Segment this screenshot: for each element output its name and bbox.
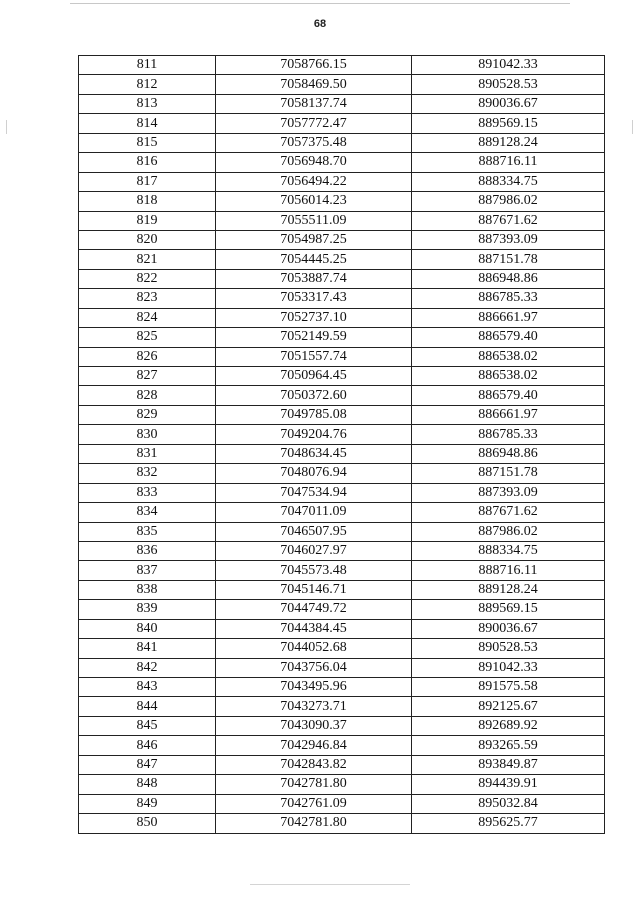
table-row xyxy=(79,716,605,735)
x-coordinate-cell: 7056014.23 xyxy=(216,192,412,211)
y-coordinate-cell: 892125.67 xyxy=(412,697,605,716)
y-coordinate-cell: 888716.11 xyxy=(412,561,605,580)
y-coordinate-cell: 887671.62 xyxy=(412,211,605,230)
point-number-cell: 827 xyxy=(79,367,216,386)
table-row xyxy=(79,328,605,347)
point-number-cell: 823 xyxy=(79,289,216,308)
x-coordinate-cell: 7046507.95 xyxy=(216,522,412,541)
point-number-cell: 820 xyxy=(79,230,216,249)
point-number-cell: 849 xyxy=(79,794,216,813)
x-coordinate-cell: 7049785.08 xyxy=(216,405,412,424)
table-row xyxy=(79,94,605,113)
y-coordinate-cell: 891042.33 xyxy=(412,56,605,75)
table-row xyxy=(79,736,605,755)
y-coordinate-cell: 891042.33 xyxy=(412,658,605,677)
x-coordinate-cell: 7056948.70 xyxy=(216,153,412,172)
table-row xyxy=(79,522,605,541)
table-row xyxy=(79,347,605,366)
point-number-cell: 845 xyxy=(79,716,216,735)
point-number-cell: 821 xyxy=(79,250,216,269)
y-coordinate-cell: 886785.33 xyxy=(412,289,605,308)
table-row xyxy=(79,541,605,560)
point-number-cell: 830 xyxy=(79,425,216,444)
y-coordinate-cell: 891575.58 xyxy=(412,678,605,697)
y-coordinate-cell: 894439.91 xyxy=(412,775,605,794)
table-row xyxy=(79,444,605,463)
point-number-cell: 839 xyxy=(79,600,216,619)
table-row xyxy=(79,250,605,269)
point-number-cell: 848 xyxy=(79,775,216,794)
table-row xyxy=(79,172,605,191)
y-coordinate-cell: 886579.40 xyxy=(412,328,605,347)
x-coordinate-cell: 7050964.45 xyxy=(216,367,412,386)
y-coordinate-cell: 887671.62 xyxy=(412,503,605,522)
x-coordinate-cell: 7050372.60 xyxy=(216,386,412,405)
point-number-cell: 822 xyxy=(79,269,216,288)
table-row xyxy=(79,639,605,658)
y-coordinate-cell: 888334.75 xyxy=(412,541,605,560)
point-number-cell: 835 xyxy=(79,522,216,541)
coordinates-table xyxy=(78,55,605,834)
table-row xyxy=(79,619,605,638)
table-row xyxy=(79,464,605,483)
x-coordinate-cell: 7045573.48 xyxy=(216,561,412,580)
point-number-cell: 844 xyxy=(79,697,216,716)
y-coordinate-cell: 890528.53 xyxy=(412,75,605,94)
x-coordinate-cell: 7042946.84 xyxy=(216,736,412,755)
x-coordinate-cell: 7044052.68 xyxy=(216,639,412,658)
y-coordinate-cell: 887986.02 xyxy=(412,522,605,541)
table-row xyxy=(79,755,605,774)
table-row xyxy=(79,483,605,502)
x-coordinate-cell: 7053317.43 xyxy=(216,289,412,308)
point-number-cell: 826 xyxy=(79,347,216,366)
point-number-cell: 843 xyxy=(79,678,216,697)
point-number-cell: 818 xyxy=(79,192,216,211)
x-coordinate-cell: 7042781.80 xyxy=(216,775,412,794)
table-row xyxy=(79,211,605,230)
table-row xyxy=(79,75,605,94)
table-row xyxy=(79,580,605,599)
x-coordinate-cell: 7051557.74 xyxy=(216,347,412,366)
point-number-cell: 832 xyxy=(79,464,216,483)
y-coordinate-cell: 892689.92 xyxy=(412,716,605,735)
x-coordinate-cell: 7048634.45 xyxy=(216,444,412,463)
y-coordinate-cell: 895625.77 xyxy=(412,814,605,833)
point-number-cell: 825 xyxy=(79,328,216,347)
x-coordinate-cell: 7043495.96 xyxy=(216,678,412,697)
y-coordinate-cell: 888334.75 xyxy=(412,172,605,191)
x-coordinate-cell: 7056494.22 xyxy=(216,172,412,191)
x-coordinate-cell: 7052149.59 xyxy=(216,328,412,347)
y-coordinate-cell: 886579.40 xyxy=(412,386,605,405)
point-number-cell: 816 xyxy=(79,153,216,172)
point-number-cell: 815 xyxy=(79,133,216,152)
y-coordinate-cell: 886538.02 xyxy=(412,367,605,386)
y-coordinate-cell: 888716.11 xyxy=(412,153,605,172)
x-coordinate-cell: 7058766.15 xyxy=(216,56,412,75)
x-coordinate-cell: 7042781.80 xyxy=(216,814,412,833)
point-number-cell: 841 xyxy=(79,639,216,658)
y-coordinate-cell: 887151.78 xyxy=(412,464,605,483)
x-coordinate-cell: 7054987.25 xyxy=(216,230,412,249)
y-coordinate-cell: 886661.97 xyxy=(412,308,605,327)
y-coordinate-cell: 889569.15 xyxy=(412,600,605,619)
table-row xyxy=(79,114,605,133)
point-number-cell: 828 xyxy=(79,386,216,405)
table-row xyxy=(79,308,605,327)
point-number-cell: 829 xyxy=(79,405,216,424)
point-number-cell: 813 xyxy=(79,94,216,113)
table-row xyxy=(79,794,605,813)
point-number-cell: 837 xyxy=(79,561,216,580)
y-coordinate-cell: 887986.02 xyxy=(412,192,605,211)
scan-mark-left xyxy=(6,120,7,134)
y-coordinate-cell: 895032.84 xyxy=(412,794,605,813)
y-coordinate-cell: 887393.09 xyxy=(412,230,605,249)
x-coordinate-cell: 7054445.25 xyxy=(216,250,412,269)
x-coordinate-cell: 7043756.04 xyxy=(216,658,412,677)
x-coordinate-cell: 7042843.82 xyxy=(216,755,412,774)
y-coordinate-cell: 887393.09 xyxy=(412,483,605,502)
x-coordinate-cell: 7058469.50 xyxy=(216,75,412,94)
x-coordinate-cell: 7042761.09 xyxy=(216,794,412,813)
point-number-cell: 819 xyxy=(79,211,216,230)
table-row xyxy=(79,367,605,386)
table-row xyxy=(79,425,605,444)
table-row xyxy=(79,775,605,794)
y-coordinate-cell: 889128.24 xyxy=(412,133,605,152)
point-number-cell: 811 xyxy=(79,56,216,75)
point-number-cell: 847 xyxy=(79,755,216,774)
x-coordinate-cell: 7052737.10 xyxy=(216,308,412,327)
table-row xyxy=(79,269,605,288)
point-number-cell: 817 xyxy=(79,172,216,191)
x-coordinate-cell: 7049204.76 xyxy=(216,425,412,444)
point-number-cell: 831 xyxy=(79,444,216,463)
y-coordinate-cell: 886948.86 xyxy=(412,269,605,288)
point-number-cell: 814 xyxy=(79,114,216,133)
point-number-cell: 840 xyxy=(79,619,216,638)
x-coordinate-cell: 7044749.72 xyxy=(216,600,412,619)
table-row xyxy=(79,192,605,211)
coordinates-table-body xyxy=(79,56,605,834)
table-row xyxy=(79,386,605,405)
point-number-cell: 842 xyxy=(79,658,216,677)
scan-mark-right xyxy=(632,120,633,134)
x-coordinate-cell: 7046027.97 xyxy=(216,541,412,560)
table-row xyxy=(79,814,605,833)
table-row xyxy=(79,56,605,75)
table-row xyxy=(79,561,605,580)
y-coordinate-cell: 889128.24 xyxy=(412,580,605,599)
x-coordinate-cell: 7057375.48 xyxy=(216,133,412,152)
x-coordinate-cell: 7058137.74 xyxy=(216,94,412,113)
x-coordinate-cell: 7047011.09 xyxy=(216,503,412,522)
y-coordinate-cell: 886948.86 xyxy=(412,444,605,463)
point-number-cell: 846 xyxy=(79,736,216,755)
y-coordinate-cell: 889569.15 xyxy=(412,114,605,133)
x-coordinate-cell: 7053887.74 xyxy=(216,269,412,288)
scan-edge-bottom xyxy=(250,884,410,885)
y-coordinate-cell: 890036.67 xyxy=(412,619,605,638)
x-coordinate-cell: 7055511.09 xyxy=(216,211,412,230)
scan-edge-top xyxy=(70,3,570,4)
y-coordinate-cell: 893849.87 xyxy=(412,755,605,774)
x-coordinate-cell: 7044384.45 xyxy=(216,619,412,638)
point-number-cell: 836 xyxy=(79,541,216,560)
page-number: 68 xyxy=(313,18,327,30)
point-number-cell: 834 xyxy=(79,503,216,522)
point-number-cell: 824 xyxy=(79,308,216,327)
table-row xyxy=(79,600,605,619)
y-coordinate-cell: 886538.02 xyxy=(412,347,605,366)
table-row xyxy=(79,678,605,697)
point-number-cell: 833 xyxy=(79,483,216,502)
table-row xyxy=(79,405,605,424)
x-coordinate-cell: 7048076.94 xyxy=(216,464,412,483)
x-coordinate-cell: 7047534.94 xyxy=(216,483,412,502)
table-row xyxy=(79,230,605,249)
point-number-cell: 812 xyxy=(79,75,216,94)
y-coordinate-cell: 887151.78 xyxy=(412,250,605,269)
y-coordinate-cell: 886785.33 xyxy=(412,425,605,444)
table-row xyxy=(79,503,605,522)
y-coordinate-cell: 890528.53 xyxy=(412,639,605,658)
table-row xyxy=(79,697,605,716)
x-coordinate-cell: 7043090.37 xyxy=(216,716,412,735)
table-row xyxy=(79,133,605,152)
x-coordinate-cell: 7043273.71 xyxy=(216,697,412,716)
table-row xyxy=(79,289,605,308)
point-number-cell: 850 xyxy=(79,814,216,833)
y-coordinate-cell: 886661.97 xyxy=(412,405,605,424)
x-coordinate-cell: 7045146.71 xyxy=(216,580,412,599)
y-coordinate-cell: 890036.67 xyxy=(412,94,605,113)
table-row xyxy=(79,153,605,172)
x-coordinate-cell: 7057772.47 xyxy=(216,114,412,133)
table-row xyxy=(79,658,605,677)
y-coordinate-cell: 893265.59 xyxy=(412,736,605,755)
point-number-cell: 838 xyxy=(79,580,216,599)
